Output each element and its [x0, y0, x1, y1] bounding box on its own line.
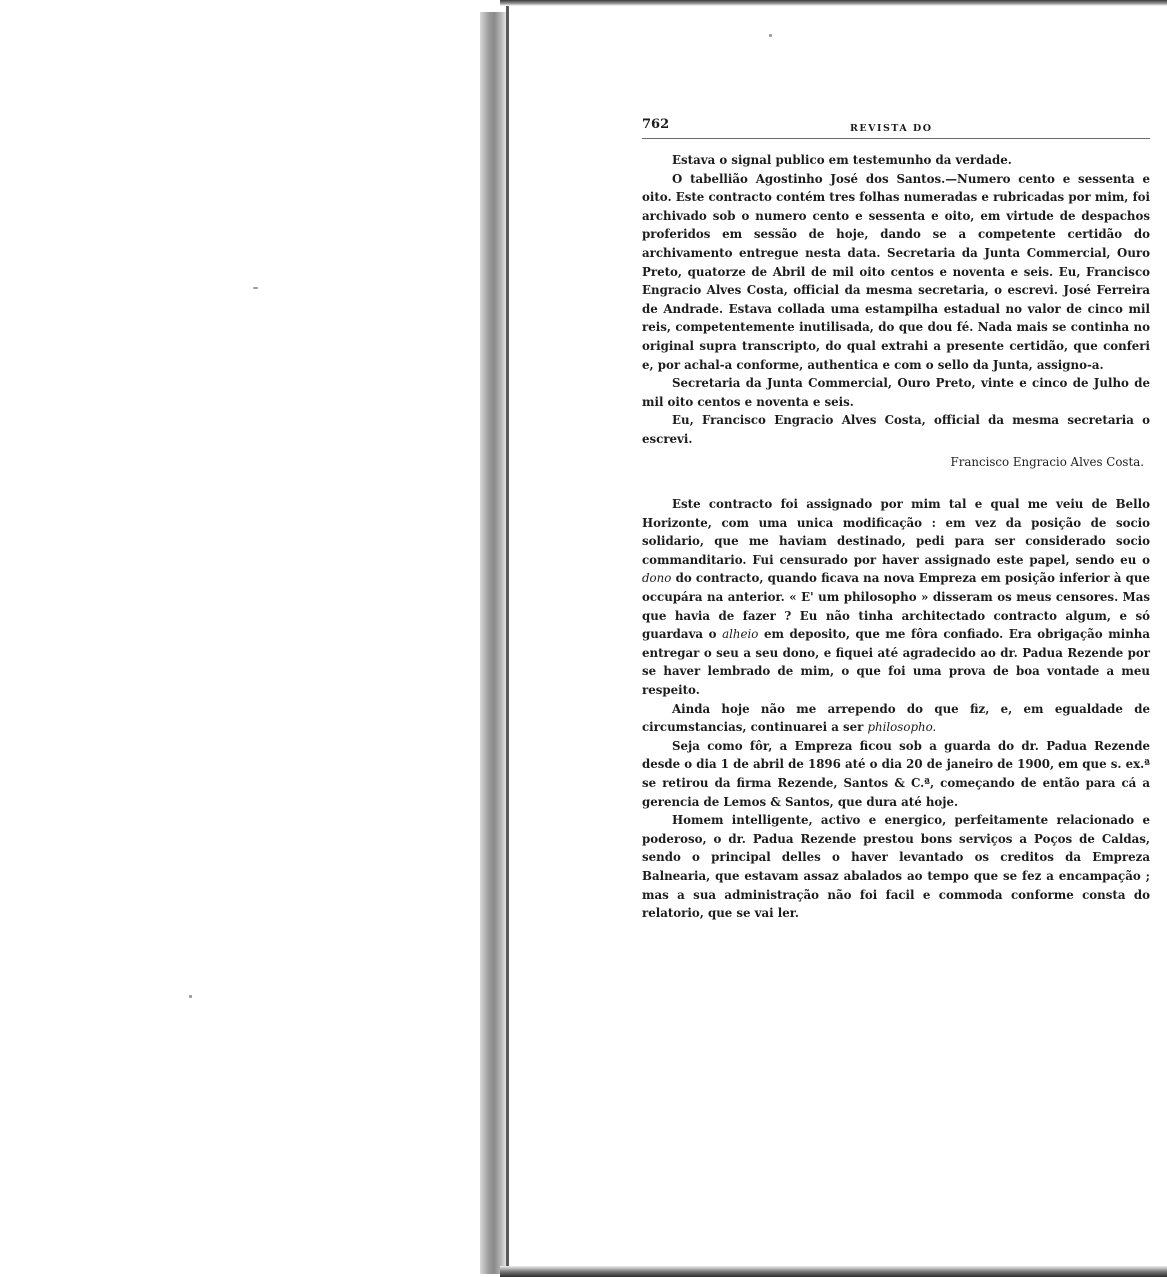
signature: Francisco Engracio Alves Costa.	[950, 454, 1144, 469]
book-gutter-edge	[506, 0, 509, 1277]
text-run: Ainda hoje não me arrependo do que fiz, e, em egualdade de circumstancias, continuarei a ser	[642, 701, 1150, 735]
dust-speck	[253, 287, 258, 289]
page-top-edge	[500, 0, 1167, 6]
dust-speck	[189, 995, 192, 998]
running-title: REVISTA DO	[850, 123, 933, 134]
paragraph: Homem intelligente, activo e energico, perfeitamente relacionado e poderoso, o dr. Padua Rezende prestou bons serviços a Poços de Caldas, sendo o principal delles o haver levantado os creditos da Empreza Balnearia, que estavam assaz abalados ao tempo que se fez a encampação ; mas a sua administração não foi facil e commoda conforme consta do relatorio, que se vai ler.	[642, 813, 1150, 921]
running-header	[642, 116, 1150, 139]
section-gap	[642, 471, 1150, 495]
paragraph: Secretaria da Junta Commercial, Ouro Preto, vinte e cinco de Julho de mil oito centos e noventa e seis.	[642, 376, 1150, 409]
page-bottom-edge	[500, 1266, 1167, 1277]
paragraph: O tabellião Agostinho José dos Santos.—Numero cento e sessenta e oito. Este contracto contém tres folhas numeradas e rubricadas por mim, foi archivado sob o numero cento e sessenta e oito, em virtude de despachos proferidos em sessão de hoje, dando se a competente certidão do archivamento entregue nesta data. Secretaria da Junta Commercial, Ouro Preto, quatorze de Abril de mil oito centos e noventa e seis. Eu, Francisco Engracio Alves Costa, official da mesma secretaria, o escrevi. José Ferreira de Andrade. Estava collada uma estampilha estadual no valor de cinco mil reis, competentemente inutilisada, do que dou fé. Nada mais se continha no original supra transcripto, do qual extrahi a presente certidão, que conferi e, por achal-a conforme, authentica e com o sello da Junta, assigno-a.	[642, 171, 1150, 372]
text-run: em deposito, que me fôra confiado. Era obrigação minha entregar o seu a seu dono, e fiquei até agradecido ao dr. Padua Rezende por se haver lembrado de mim, o que foi uma prova de boa vontade a meu respeito.	[642, 627, 1150, 698]
italic-text: dono	[642, 571, 672, 586]
paragraph: Estava o signal publico em testemunho da verdade.	[672, 153, 1012, 167]
italic-text: philosopho.	[867, 720, 937, 735]
paragraph	[642, 495, 1150, 700]
page-number: 762	[642, 117, 670, 132]
text-run: Este contracto foi assignado por mim tal e qual me veiu de Bello Horizonte, com uma unica modificação : em vez da posição de socio solidario, que me haviam destinado, pedi para ser considerado socio commanditario. Fui censurado por haver assignado este papel, sendo eu o	[642, 497, 1150, 567]
book-gutter-shadow	[480, 12, 506, 1274]
dust-speck	[769, 34, 772, 37]
paragraph: Eu, Francisco Engracio Alves Costa, official da mesma secretaria o escrevi.	[642, 413, 1150, 446]
page-text-block	[642, 116, 1150, 923]
text-run: do contracto, quando ficava na nova Empreza em posição inferior à que occupára na anterior. « E' um philosopho » disseram os meus censores. Mas que havia de fazer ? Eu não tinha architectado contracto algum, e só guardava o	[642, 571, 1150, 642]
paragraph: Seja como fôr, a Empreza ficou sob a guarda do dr. Padua Rezende desde o dia 1 de abril de 1896 até o dia 20 de janeiro de 1900, em que s. ex.ª se retirou da firma Rezende, Santos & C.ª, começando de então para cá a gerencia de Lemos & Santos, que dura até hoje.	[642, 738, 1150, 809]
italic-text: alheio	[722, 627, 759, 642]
paragraph	[642, 700, 1150, 737]
